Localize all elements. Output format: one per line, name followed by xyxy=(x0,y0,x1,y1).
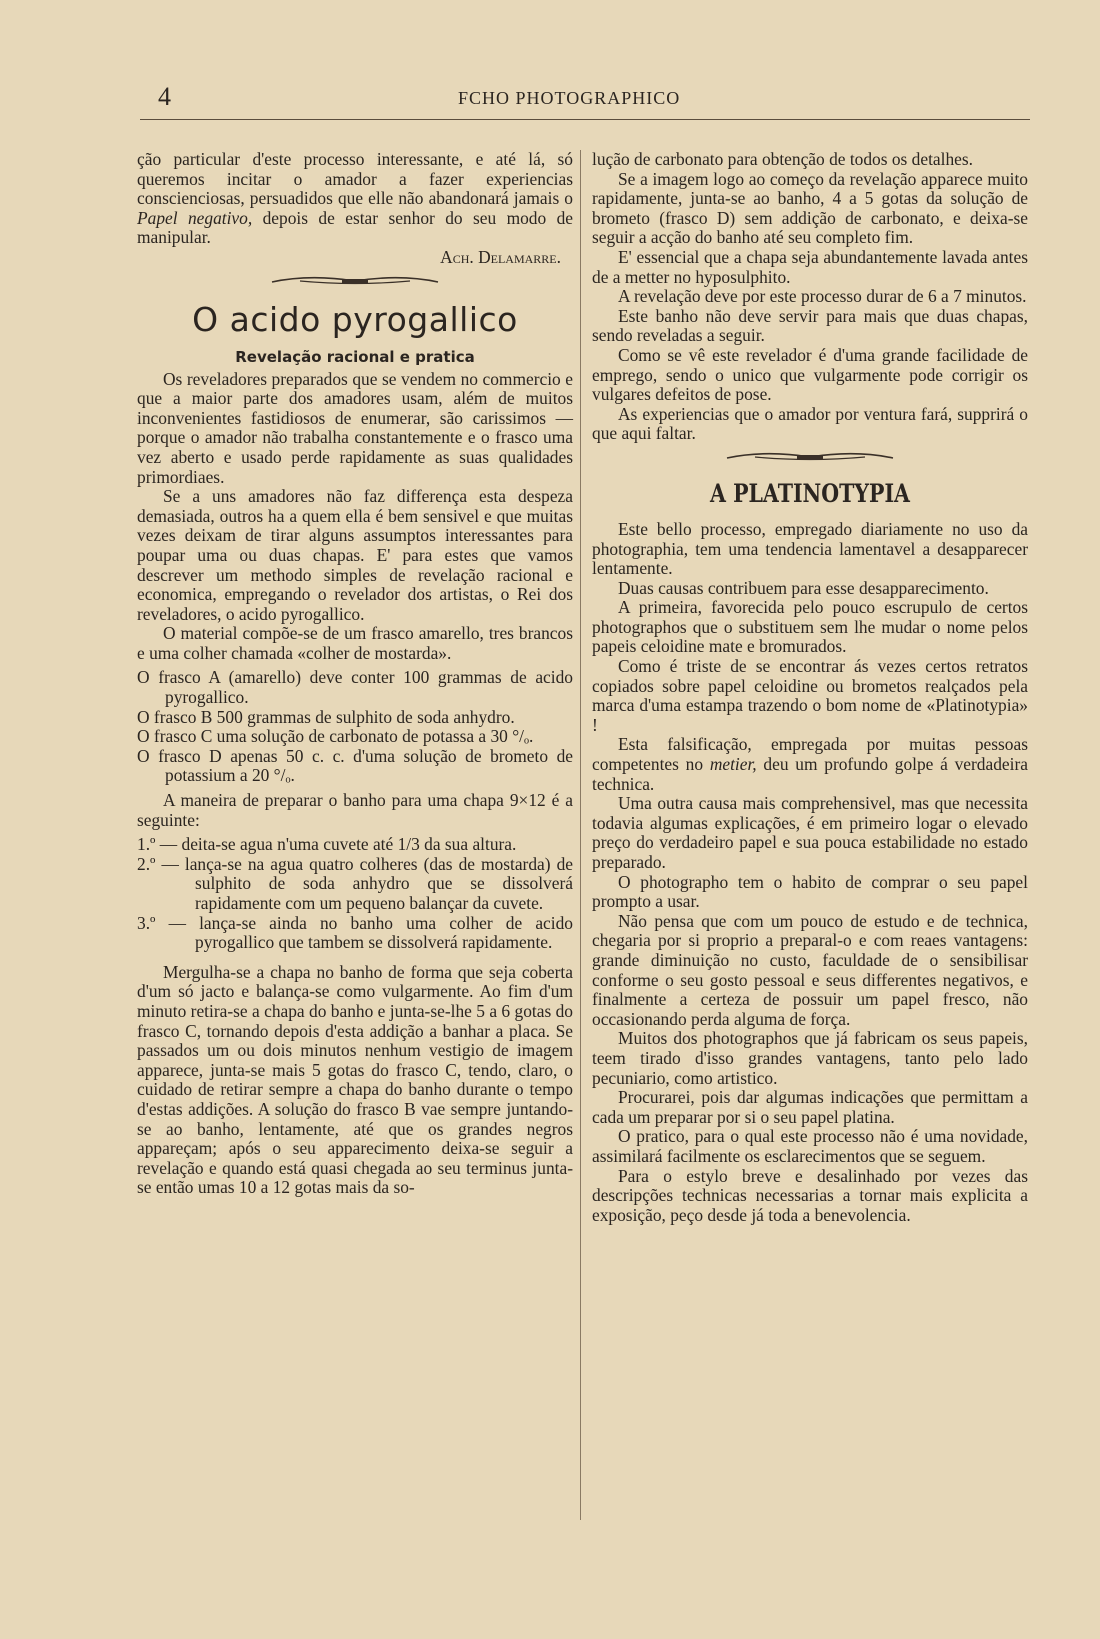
ornament-divider xyxy=(137,270,573,294)
column-divider xyxy=(580,150,581,1520)
flask-item: O frasco B 500 grammas de sulphito de soda anhydro. xyxy=(137,706,515,727)
paragraph: Este bello processo, empregado diariamente no uso da photographia, tem uma tendencia lamentavel a desapparecer lentamente. xyxy=(592,518,1028,579)
italic-term: Papel negativo, xyxy=(137,207,253,228)
paragraph: Mergulha-se a chapa no banho de forma que seja coberta d'um só jacto e balança-se como vulgarmente. Ao fim d'um minuto retira-se a chapa do banho e junta-se-lhe 5 a 6 gotas do frasco C, tornando depois d'esta addição a banhar a placa. Se passados um ou dois minutos nenhum vestigio de imagem apparece, junta-se mais 5 gotas do frasco C, tendo, claro, o cuidado de retirar sempre a chapa do banho durante o tempo d'estas addições. A solução do frasco B vae sempre juntando-se ao banho, lentamente, até que os grandes negros appareçam; após o seu apparecimento deixa-se seguir a revelação e quando está quasi chegada ao seu terminus junta-se então umas 10 a 12 gotas mais da so- xyxy=(137,961,573,1198)
paragraph: O photographo tem o habito de comprar o seu papel prompto a usar. xyxy=(592,871,1028,912)
article-subtitle: Revelação racional e pratica xyxy=(235,347,475,366)
page-header xyxy=(158,82,1028,112)
paragraph: Como é triste de se encontrar ás vezes certos retratos copiados sobre papel celoidine ou brometos realçados pela marca d'uma estampa trazendo o bom nome de «Platinotypia» ! xyxy=(592,656,1028,735)
paragraph: E' essencial que a chapa seja abundantemente lavada antes de a metter no hyposulphito. xyxy=(592,246,1028,287)
flask-item: O frasco A (amarello) deve conter 100 grammas de acido pyrogallico. xyxy=(137,667,573,708)
paragraph: A maneira de preparar o banho para uma chapa 9×12 é a seguinte: xyxy=(137,790,573,830)
paragraph: Uma outra causa mais comprehensivel, mas que necessita todavia algumas explicações, é em primeiro logar o elevado preço do verdadeiro papel e sua pouca estabilidade no estado preparado. xyxy=(592,793,1028,872)
paragraph: As experiencias que o amador por ventura fará, supprirá o que aqui faltar. xyxy=(592,403,1028,444)
paragraph: Muitos dos photographos que já fabricam os seus papeis, teem tirado d'isso grandes vantagens, tanto pelo lado pecuniario, como artistico. xyxy=(592,1028,1028,1088)
intro-paragraph: ção particular d'este processo interessante, e até lá, só queremos incitar o amador a fazer experiencias conscienciosas, persuadidos que elle não abandonará jamais o Papel negativo, depois de estar senhor do seu modo de manipular. xyxy=(137,149,573,248)
author-signature: Ach. Delamarre. xyxy=(440,246,561,267)
left-column xyxy=(137,150,573,1198)
paragraph: Se a uns amadores não faz differença esta despeza demasiada, outros ha a quem ella é bem sensivel e que muitas vezes deixam de tirar alguns assumptos interessantes para poupar uma ou duas chapas. E' para estes que vamos descrever um methodo simples de revelação racional e economica, empregando o revelador dos artistas, o Rei dos reveladores, o acido pyrogallico. xyxy=(137,486,573,624)
running-title: FCHO PHOTOGRAPHICO xyxy=(458,88,681,108)
flask-item: O frasco D apenas 50 c. c. d'uma solução de brometo de potassium a 20 °/ₒ. xyxy=(137,745,573,786)
page-number: 4 xyxy=(158,82,171,111)
paragraph: Não pensa que com um pouco de estudo e de technica, chegaria por si proprio a preparal-o e com reaes vantagens: grande diminuição no custo, faculdade de o sensibilisar conforme o seu gosto pessoal e seus differentes negativos, e finalmente a certeza de possuir um papel fresco, não occasionando perda alguma de força. xyxy=(592,910,1028,1029)
paragraph: Esta falsificação, empregada por muitas pessoas competentes no metier, deu um profundo golpe á verdadeira technica. xyxy=(592,734,1028,794)
paragraph: A revelação deve por este processo durar de 6 a 7 minutos. xyxy=(618,286,1027,307)
right-column xyxy=(592,150,1028,1225)
paragraph: Para o estylo breve e desalinhado por vezes das descripções technicas necessarias a tornar mais explicita a exposição, peço desde já toda a benevolencia. xyxy=(592,1165,1028,1225)
paragraph: Duas causas contribuem para esse desapparecimento. xyxy=(618,577,989,598)
header-rule xyxy=(140,119,1030,120)
paragraph: Procurarei, pois dar algumas indicações que permittam a cada um preparar por si o seu papel platina. xyxy=(592,1087,1028,1127)
paragraph: Como se vê este revelador é d'uma grande facilidade de emprego, sendo o unico que vulgarmente pode corrigir os vulgares defeitos de pose. xyxy=(592,344,1028,405)
article-title: A PLATINOTYPIA xyxy=(710,478,910,508)
step-item: 2.º — lança-se na agua quatro colheres (das de mostarda) de sulphito de soda anhydro que se dissolverá rapidamente com um pequeno balançar da cuvete. xyxy=(137,853,573,913)
step-item: 1.º — deita-se agua n'uma cuvete até 1/3 da sua altura. xyxy=(137,834,517,855)
paragraph: A primeira, favorecida pelo pouco escrupulo de certos photographos que o substituem sem lhe mudar o nome pelos papeis celoidine mate e bromurados. xyxy=(592,597,1028,657)
italic-term: metier, xyxy=(709,754,757,775)
step-item: 3.º — lança-se ainda no banho uma colher de acido pyrogallico que tambem se dissolverá rapidamente. xyxy=(137,912,573,953)
flask-item: O frasco C uma solução de carbonato de potassa a 30 °/ₒ. xyxy=(137,726,534,747)
paragraph: Os reveladores preparados que se vendem no commercio e que a maior parte dos amadores usam, além de muitos inconvenientes fastidiosos de enumerar, são carissimos — porque o amador não trabalha constantemente e o frasco uma vez aberto e usado perde rapidamente as suas qualidades primordiaes. xyxy=(137,368,573,487)
paragraph: lução de carbonato para obtenção de todos os detalhes. xyxy=(592,149,973,169)
paragraph: O pratico, para o qual este processo não é uma novidade, assimilará facilmente os esclarecimentos que se seguem. xyxy=(592,1126,1028,1166)
paragraph: Se a imagem logo ao começo da revelação apparece muito rapidamente, junta-se ao banho, 4 a 5 gotas da solução de brometo (frasco D) sem addição de carbonato, e deixa-se seguir a acção do banho até seu completo fim. xyxy=(592,168,1028,248)
article-title: O acido pyrogallico xyxy=(192,299,518,339)
paragraph: Este banho não deve servir para mais que duas chapas, sendo reveladas a seguir. xyxy=(592,305,1028,346)
ornament-divider xyxy=(592,446,1028,470)
paragraph: O material compõe-se de um frasco amarello, tres brancos e uma colher chamada «colher de mostarda». xyxy=(137,623,573,663)
